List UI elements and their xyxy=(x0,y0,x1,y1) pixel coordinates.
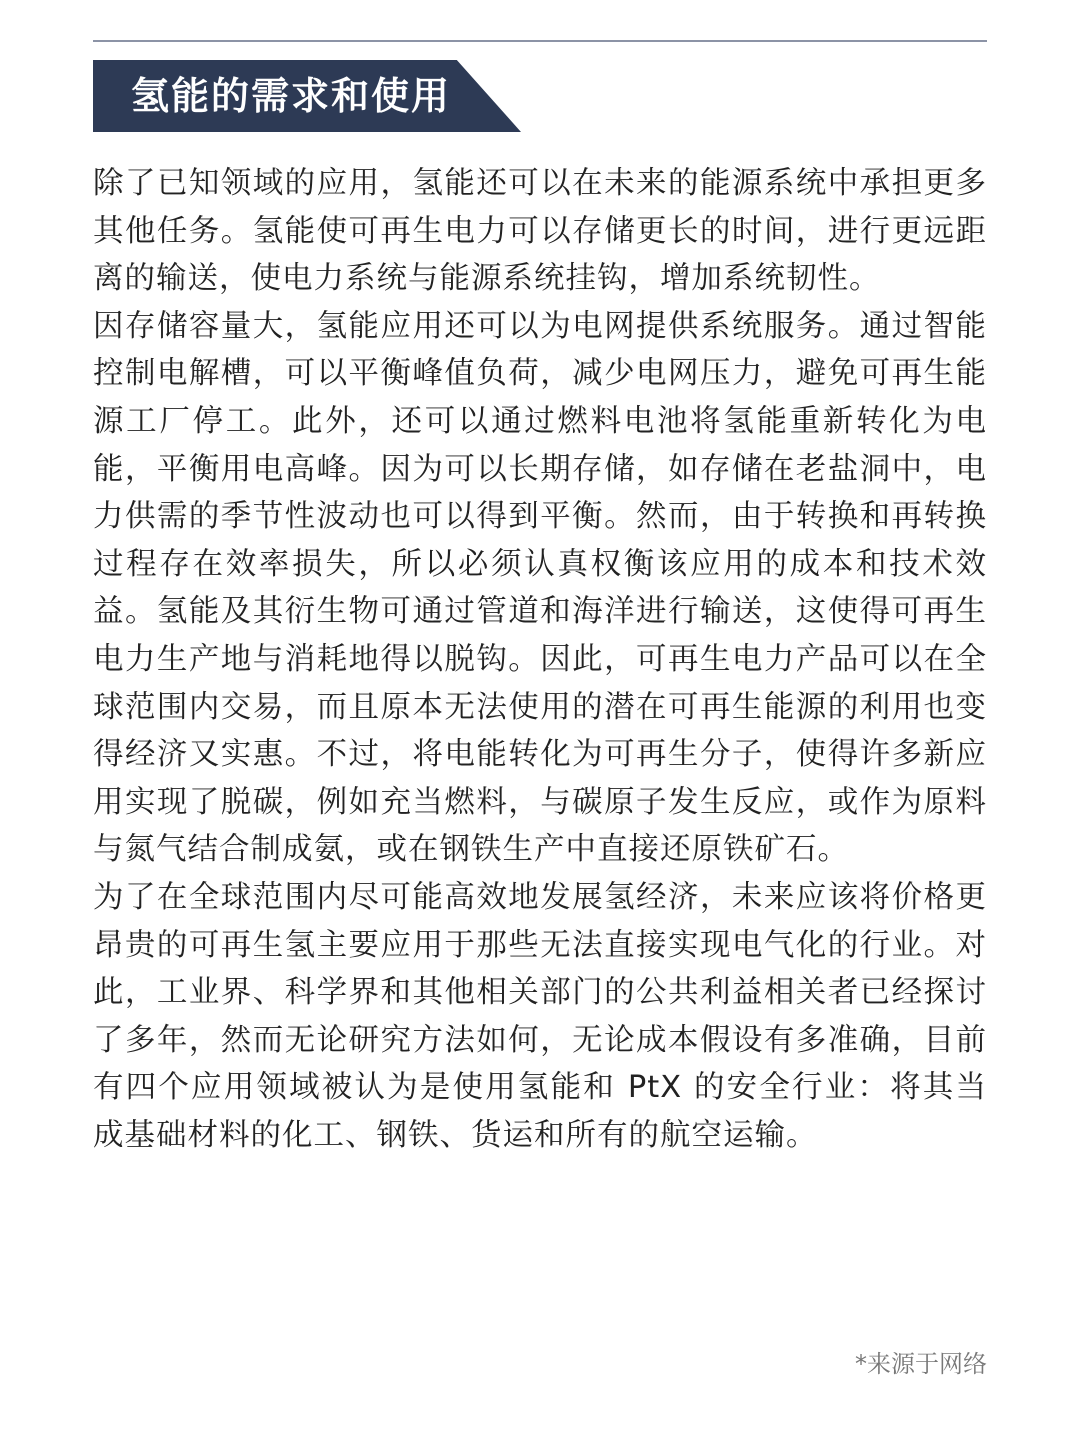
paragraph-1: 除了已知领域的应用，氢能还可以在未来的能源系统中承担更多其他任务。氢能使可再生电力可以存储更长的时间，进行更远距离的输送，使电力系统与能源系统挂钩，增加系统韧性。 xyxy=(93,166,987,297)
paragraph-3: 为了在全球范围内尽可能高效地发展氢经济，未来应该将价格更昂贵的可再生氢主要应用于那些无法直接实现电气化的行业。对此，工业界、科学界和其他相关部门的公共利益相关者已经探讨了多年，然而无论研究方法如何，无论成本假设有多准确，目前有四个应用领域被认为是使用氢能和 PtX 的安全行业：将其当成基础材料的化工、钢铁、货运和所有的航空运输。 xyxy=(93,879,987,1153)
paragraph-2: 因存储容量大，氢能应用还可以为电网提供系统服务。通过智能控制电解槽，可以平衡峰值负荷，减少电网压力，避免可再生能源工厂停工。此外，还可以通过燃料电池将氢能重新转化为电能，平衡用电高峰。因为可以长期存储，如存储在老盐洞中，电力供需的季节性波动也可以得到平衡。然而，由于转换和再转换过程存在效率损失，所以必须认真权衡该应用的成本和技术效益。氢能及其衍生物可通过管道和海洋进行输送，这使得可再生电力生产地与消耗地得以脱钩。因此，可再生电力产品可以在全球范围内交易，而且原本无法使用的潜在可再生能源的利用也变得经济又实惠。不过，将电能转化为可再生分子，使得许多新应用实现了脱碳，例如充当燃料，与碳原子发生反应，或作为原料与氮气结合制成氨，或在钢铁生产中直接还原铁矿石。 xyxy=(93,308,987,868)
section-title: 氢能的需求和使用 xyxy=(131,73,452,118)
source-note: *来源于网络 xyxy=(855,1350,987,1378)
top-divider xyxy=(93,40,987,42)
article-body xyxy=(93,160,987,1159)
